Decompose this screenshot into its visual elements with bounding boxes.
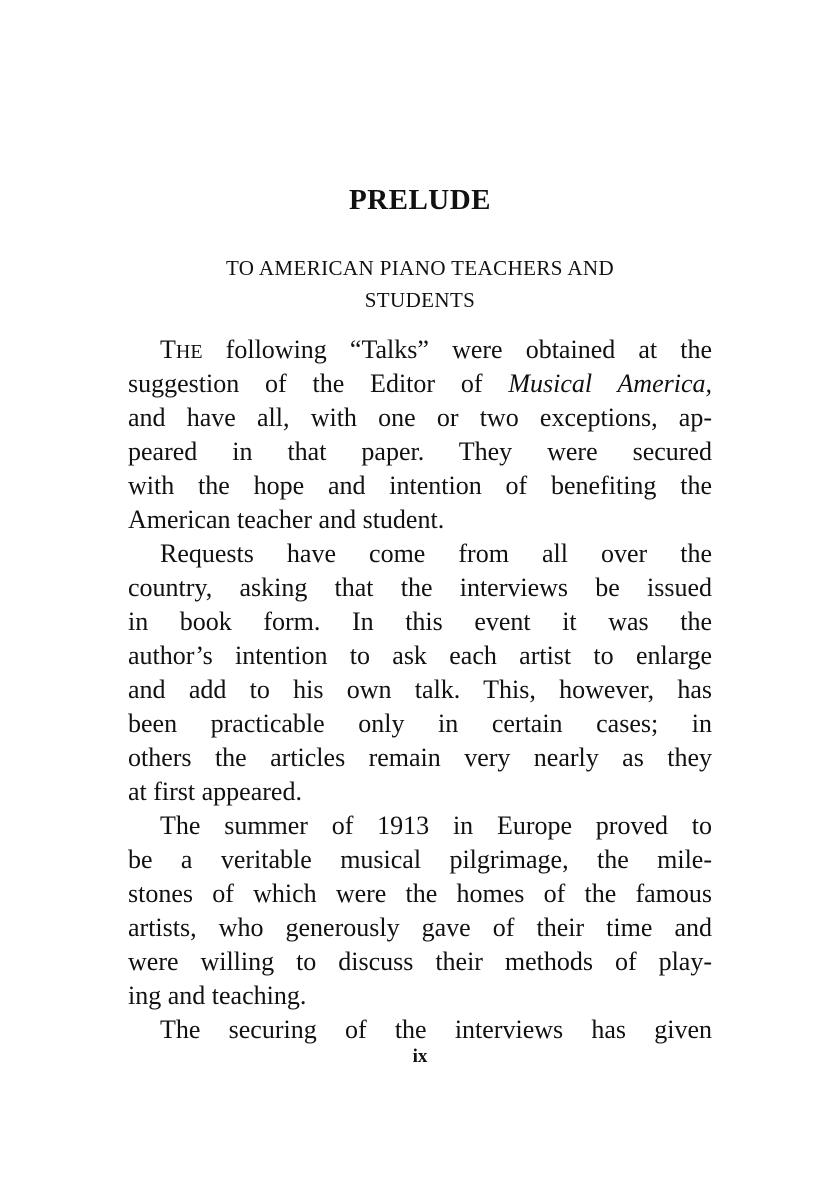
paragraph-1-line-1-text: following “Talks” were obtained at the — [202, 335, 712, 364]
paragraph-2-line-1: Requests have come from all over the — [160, 539, 712, 568]
paragraph-1-line-3: and have all, with one or two exceptions, ap- — [128, 403, 712, 432]
paragraph-2-line-7: others the articles remain very nearly as they — [128, 743, 712, 772]
paragraph-2-line-3: in book form. In this event it was the — [128, 607, 712, 636]
paragraph-3-line-4: artists, who generously gave of their time and — [128, 913, 712, 942]
paragraph-3-line-3: stones of which were the homes of the famous — [128, 879, 712, 908]
paragraph-2-line-2: country, asking that the interviews be issued — [128, 573, 712, 602]
paragraph-1-line-2 — [128, 367, 712, 401]
paragraph-3-line-5: were willing to discuss their methods of play- — [128, 947, 712, 976]
paragraph-1-line-4: peared in that paper. They were secured — [128, 437, 712, 466]
smallcaps-initial: T — [160, 335, 176, 364]
paragraph-1-line-6: American teacher and student. — [128, 505, 445, 534]
body-text — [128, 333, 712, 1047]
paragraph-2-line-8: at first appeared. — [128, 777, 302, 806]
paragraph-1-line-1 — [128, 333, 712, 367]
subtitle-line-1: TO AMERICAN PIANO TEACHERS AND — [225, 256, 615, 280]
paragraph-1-line-2-text: suggestion of the Editor of — [128, 369, 509, 398]
paragraph-1-line-5: with the hope and intention of benefiting the — [128, 471, 712, 500]
chapter-title: PRELUDE — [348, 184, 492, 216]
paragraph-3-line-2: be a veritable musical pilgrimage, the mile- — [128, 845, 712, 874]
paragraph-2-line-6: been practicable only in certain cases; in — [128, 709, 712, 738]
paragraph-2-line-5: and add to his own talk. This, however, has — [128, 675, 712, 704]
subtitle-line-2: STUDENTS — [364, 288, 476, 312]
page-number: ix — [412, 1046, 428, 1067]
publication-title: Musical America, — [508, 369, 713, 398]
paragraph-2-line-4: author’s intention to ask each artist to enlarge — [128, 641, 712, 670]
chapter-subtitle — [160, 252, 680, 316]
paragraph-3-line-1: The summer of 1913 in Europe proved to — [160, 811, 712, 840]
paragraph-4-line-1: The securing of the interviews has given — [160, 1015, 712, 1044]
paragraph-3-line-6: ing and teaching. — [128, 981, 307, 1010]
smallcaps-rest: HE — [175, 341, 203, 363]
